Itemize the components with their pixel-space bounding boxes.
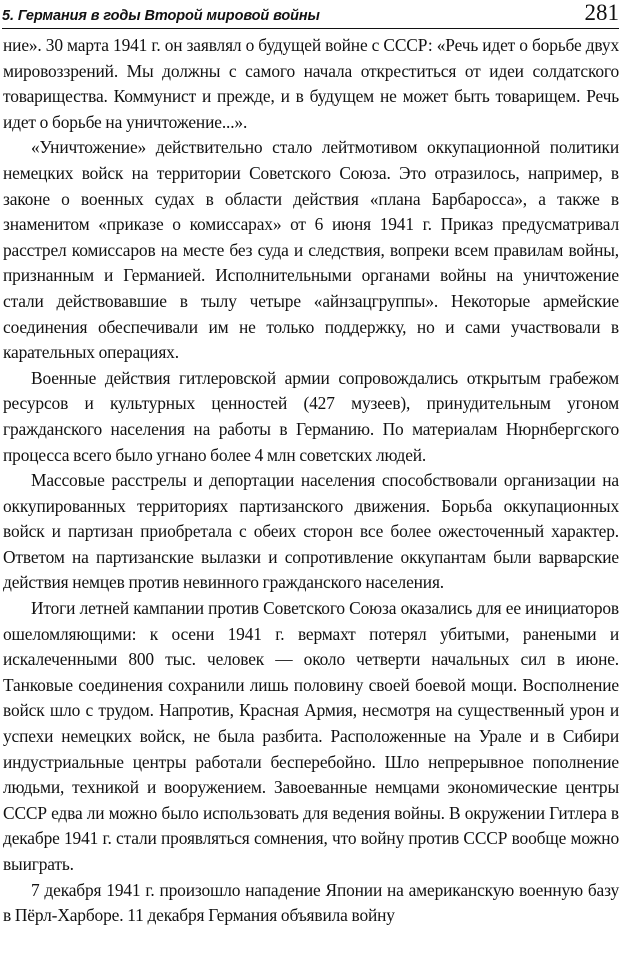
paragraph: «Уничтожение» действительно стало лейтмотивом оккупационной политики немецких войск на территории Советского Союза. Это отразилось, например, в законе о военных судах в области действия «плана Барбаросса», а также в знаменитом «приказе о комиссарах» от 6 июня 1941 г. Приказ предусматривал расстрел комиссаров на месте без суда и следствия, вопреки всем правилам войны, признанным и Германией. Исполнительными органами войны на уничтожение стали действовавшие в тылу четыре «айнзацгруппы». Некоторые армейские соединения обеспечивали им не только поддержку, но и сами участвовали в карательных операциях. [3,137,619,363]
paragraph: 7 декабря 1941 г. произошло нападение Японии на американскую военную базу в Пёрл-Харборе. 11 декабря Германия объявила войну [3,879,619,926]
paragraph-continued: ние». 30 марта 1941 г. он заявлял о будущей войне с СССР: «Речь идет о борьбе двух мировоззрений. Мы должны с самого начала откреститься от идеи солдатского товарищества. Коммунист и прежде, и в будущем не может быть товарищем. Речь идет о борьбе на уничтожение...». [3,35,619,132]
header-rule [2,28,619,29]
body-text [3,33,619,929]
paragraph: Военные действия гитлеровской армии сопровождались открытым грабежом ресурсов и культурных ценностей (427 музеев), принудительным угоном гражданского населения на работы в Германию. По материалам Нюрнбергского процесса всего было угнано более 4 млн советских людей. [3,367,619,465]
paragraph: Итоги летней кампании против Советского Союза оказались для ее инициаторов ошеломляющими: к осени 1941 г. вермахт потерял убитыми, ранеными и искалеченными 800 тыс. человек — около четверти начальных сил в июне. Танковые соединения сохранили лишь половину своей боевой мощи. Восполнение войск шло с трудом. Напротив, Красная Армия, несмотря на существенный урон и успехи немецких войск, не была разбита. Расположенные на Урале и в Сибири индустриальные центры работали бесперебойно. Шло непрерывное пополнение людьми, техникой и вооружением. Завоеванные немцами экономические центры СССР едва ли можно было использовать для ведения войны. В окружении Гитлера в декабре 1941 г. стали проявляться сомнения, что войну против СССР вообще можно выиграть. [3,598,619,874]
chapter-title: 5. Германия в годы Второй мировой войны [2,7,320,24]
paragraph: Массовые расстрелы и депортации населения способствовали организации на оккупированных территориях партизанского движения. Борьба оккупационных войск и партизан приобретала с обеих сторон все более ожесточенный характер. Ответом на партизанские вылазки и сопротивление оккупантам были варварские действия немцев против невинного гражданского населения. [3,470,619,593]
page-number: 281 [584,0,619,25]
running-header [2,0,619,26]
